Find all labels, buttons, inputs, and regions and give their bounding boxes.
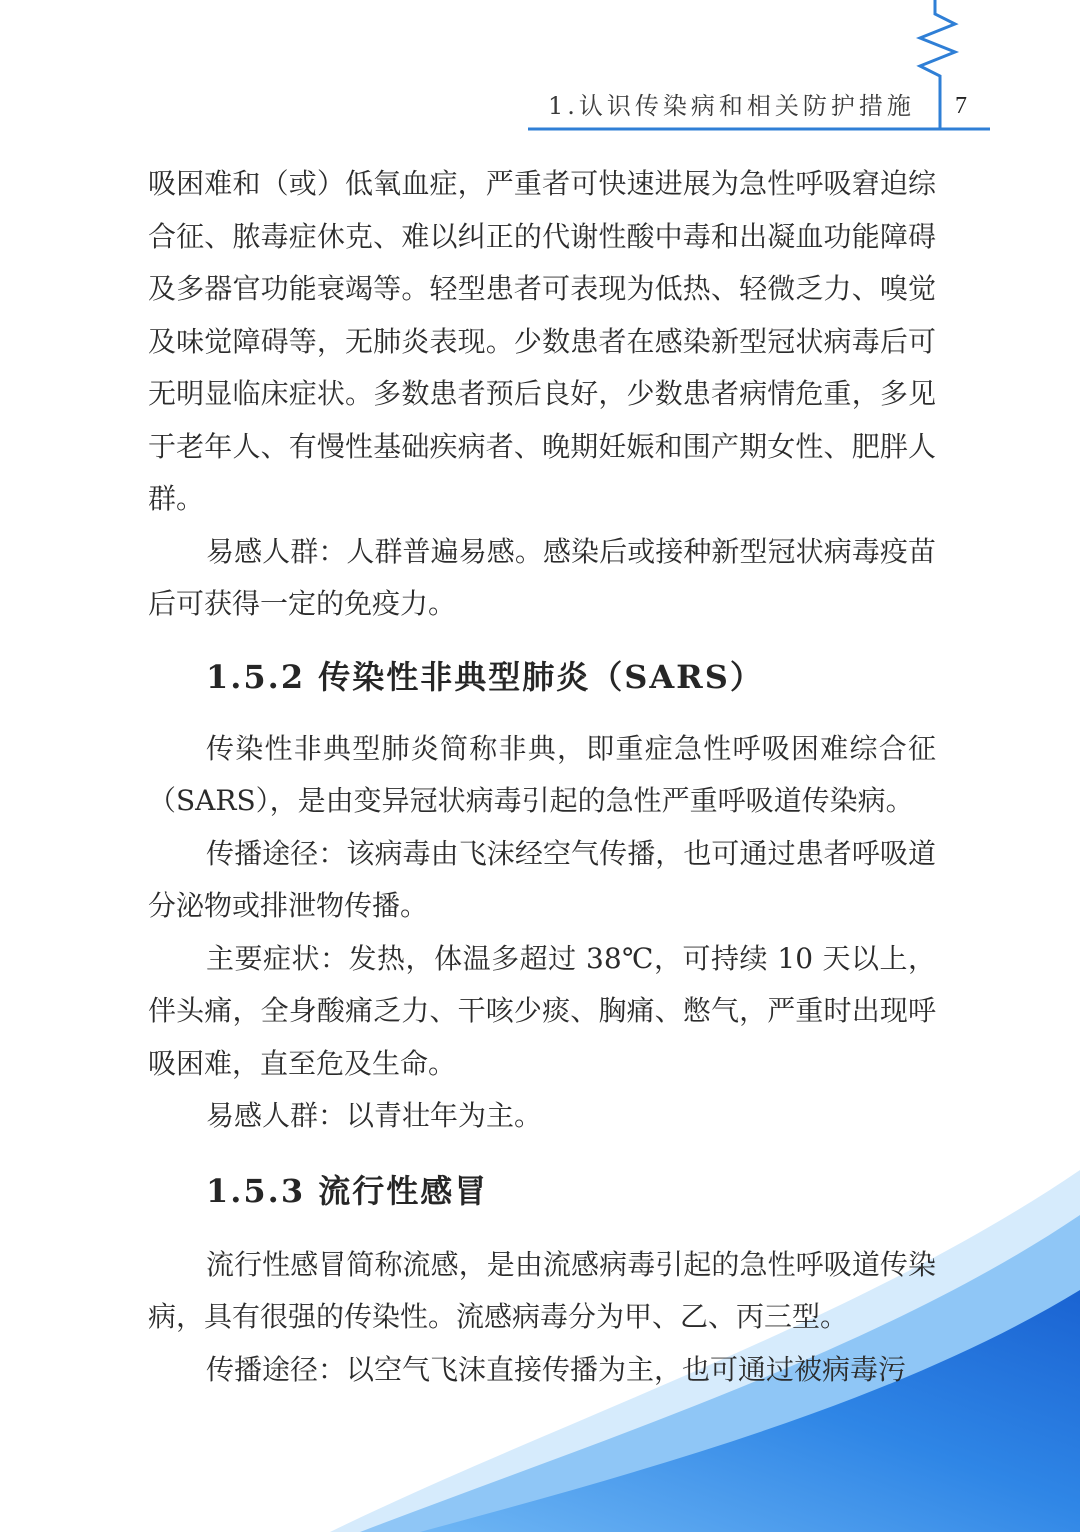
section-heading-sars: 1.5.2 传染性非典型肺炎（SARS）	[206, 657, 764, 696]
section-heading-flu: 1.5.3 流行性感冒	[206, 1171, 489, 1210]
paragraph-susceptible: 易感人群：人群普遍易感。感染后或接种新型冠状病毒疫苗后可获得一定的免疫力。	[148, 534, 936, 620]
paragraph-sars-transmission: 传播途径：该病毒由飞沫经空气传播，也可通过患者呼吸道分泌物或排泄物传播。	[148, 836, 936, 922]
paragraph-sars-susceptible: 易感人群：以青壮年为主。	[206, 1099, 543, 1132]
paragraph-continued: 吸困难和（或）低氧血症，严重者可快速进展为急性呼吸窘迫综合征、脓毒症休克、难以纠正的代谢性酸中毒和出凝血功能障碍及多器官功能衰竭等。轻型患者可表现为低热、轻微乏力、嗅觉及味觉障碍等，无肺炎表现。少数患者在感染新型冠状病毒后可无明显临床症状。多数患者预后良好，少数患者病情危重，多见于老年人、有慢性基础疾病者、晚期妊娠和围产期女性、肥胖人群。	[148, 167, 936, 515]
running-head-title: 1.认识传染病和相关防护措施	[548, 92, 915, 120]
paragraph-flu-intro: 流行性感冒简称流感，是由流感病毒引起的急性呼吸道传染病，具有很强的传染性。流感病毒分为甲、乙、丙三型。	[148, 1247, 936, 1333]
paragraph-flu-transmission: 传播途径：以空气飞沫直接传播为主，也可通过被病毒污	[206, 1352, 907, 1386]
paragraph-sars-intro: 传染性非典型肺炎简称非典，即重症急性呼吸困难综合征（SARS），是由变异冠状病毒引起的急性严重呼吸道传染病。	[148, 731, 936, 817]
body-text	[148, 158, 936, 1396]
paragraph-sars-symptoms: 主要症状：发热，体温多超过 38℃，可持续 10 天以上，伴头痛，全身酸痛乏力、干咳少痰、胸痛、憋气，严重时出现呼吸困难，直至危及生命。	[148, 941, 936, 1080]
page-number: 7	[955, 93, 967, 119]
